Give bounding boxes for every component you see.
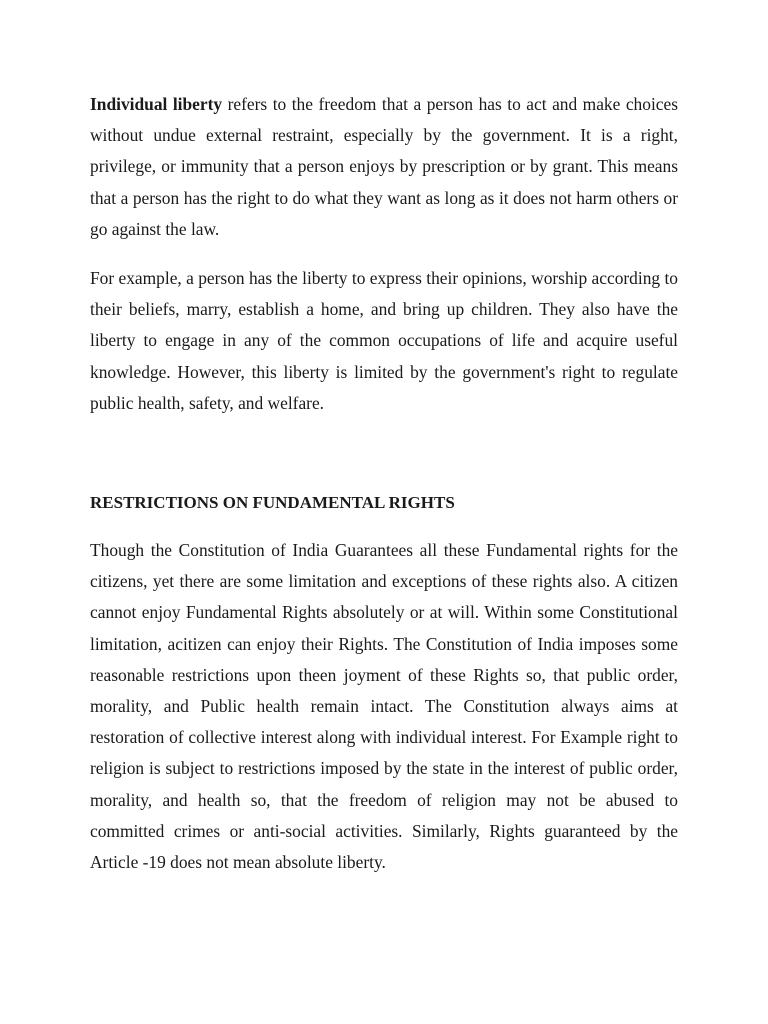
- restrictions-paragraph: Though the Constitution of India Guarantees all these Fundamental rights for the citizens, yet there are some limitation and exceptions of these rights also. A citizen cannot enjoy Fundamental Rights absolutely or at will. Within some Constitutional limitation, acitizen can enjoy their Rights. The Constitution of India imposes some reasonable restrictions upon theen joyment of these Rights so, that public order, morality, and Public health remain intact. The Constitution always aims at restoration of collective interest along with individual interest. For Example right to religion is subject to restrictions imposed by the state in the interest of public order, morality, and health so, that the freedom of religion may not be abused to committed crimes or anti-social activities. Similarly, Rights guaranteed by the Article -19 does not mean absolute liberty.: [90, 540, 678, 873]
- liberty-example-paragraph: For example, a person has the liberty to express their opinions, worship according to their beliefs, marry, establish a home, and bring up children. They also have the liberty to engage in any of the common occupations of life and acquire useful knowledge. However, this liberty is limited by the government's right to regulate public health, safety, and welfare.: [90, 268, 678, 413]
- section-heading: RESTRICTIONS ON FUNDAMENTAL RIGHTS: [90, 493, 455, 512]
- individual-liberty-term: Individual liberty: [90, 94, 223, 114]
- individual-liberty-definition: refers to the freedom that a person has to act and make choices without undue external restraint, especially by the government. It is a right, privilege, or immunity that a person enjoys by prescription or by grant. This means that a person has the right to do what they want as long as it does not harm others or go against the law.: [90, 94, 678, 239]
- individual-liberty-paragraph: [90, 89, 678, 245]
